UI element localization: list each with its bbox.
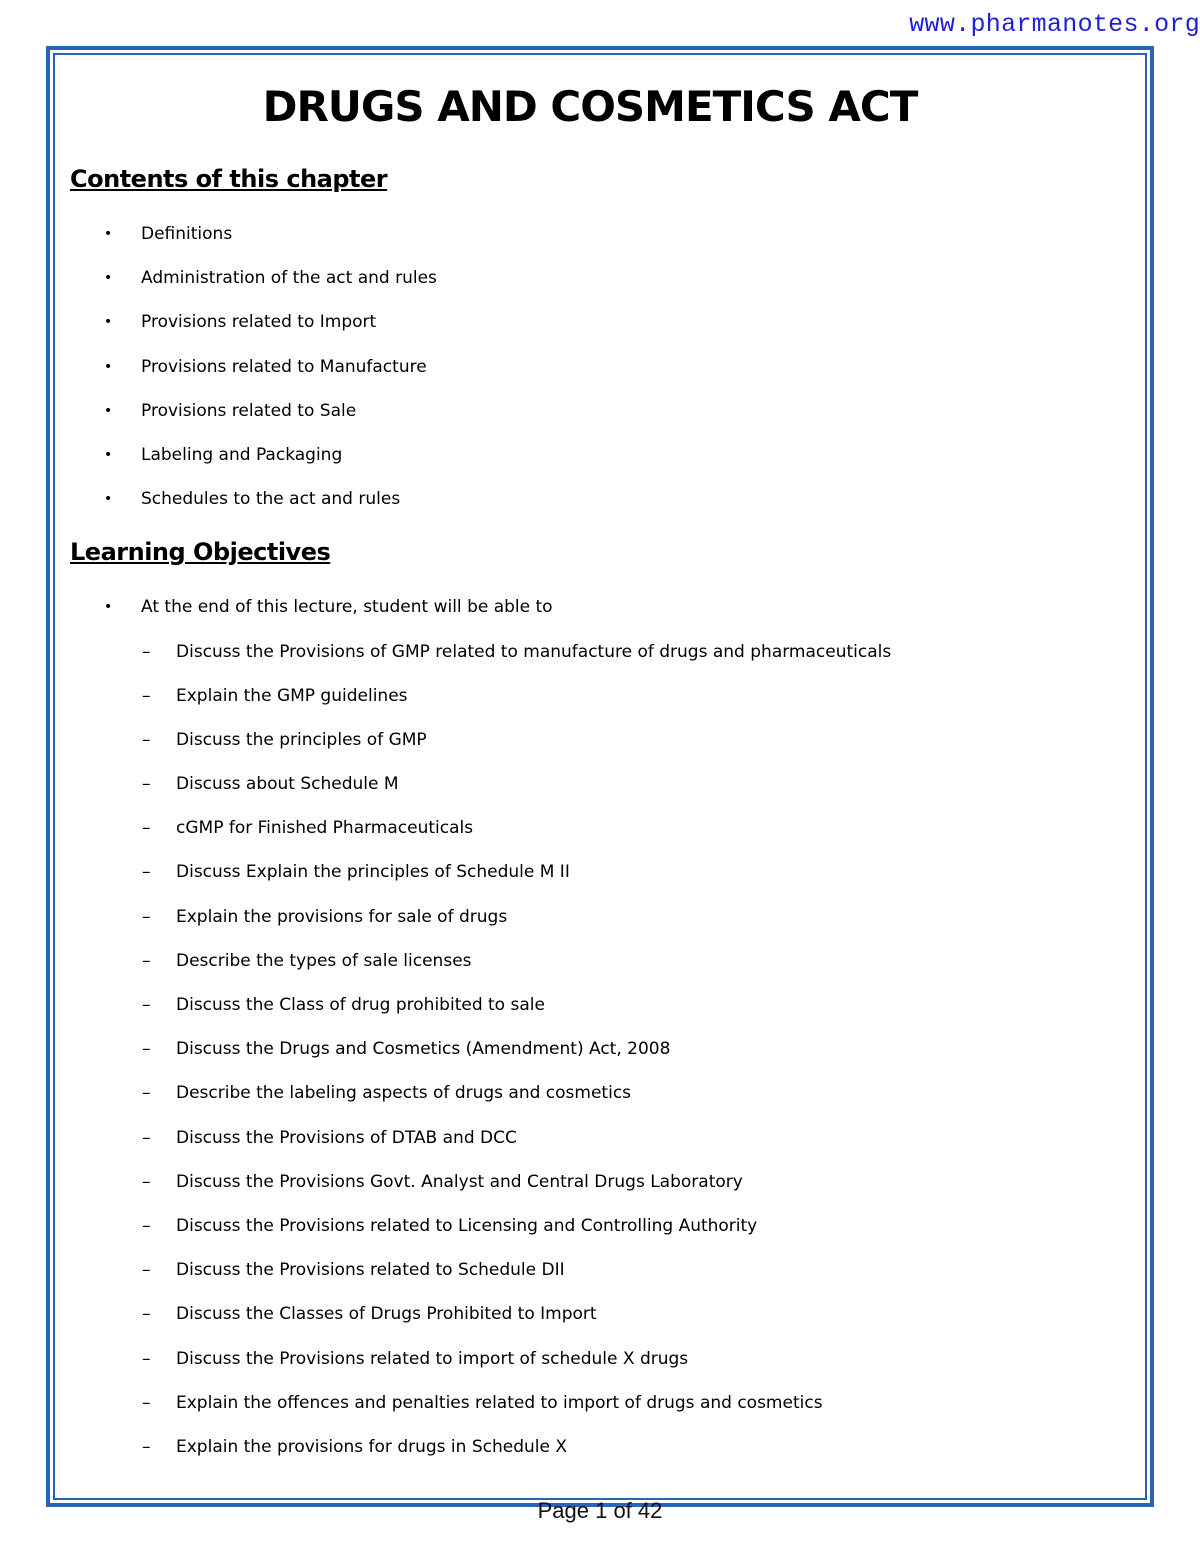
- sub-list-item-text: Discuss the principles of GMP: [176, 729, 427, 750]
- dash-icon: –: [142, 1171, 151, 1192]
- dash-icon: –: [142, 1304, 151, 1325]
- list-item: [70, 389, 1130, 433]
- contents-list: [70, 212, 1130, 521]
- list-item-text: Provisions related to Sale: [141, 400, 357, 421]
- sub-list-item: [70, 1292, 1130, 1336]
- dash-icon: –: [142, 774, 151, 795]
- sub-list-item: [70, 1204, 1130, 1248]
- bullet-icon: •: [104, 358, 113, 375]
- sub-list-item: [70, 762, 1130, 806]
- dash-icon: –: [142, 729, 151, 750]
- sub-list-item-text: Explain the GMP guidelines: [176, 685, 408, 706]
- dash-icon: –: [142, 995, 151, 1015]
- sub-list-item: [70, 1116, 1130, 1160]
- list-item-text: Provisions related to Import: [141, 312, 377, 333]
- sub-list-item: [70, 1160, 1130, 1204]
- dash-icon: –: [142, 1083, 151, 1104]
- sub-list-item: [70, 1248, 1130, 1292]
- sub-list-item: [70, 806, 1130, 850]
- sub-list-item-text: Discuss the Provisions of DTAB and DCC: [176, 1127, 517, 1148]
- sub-list-item-text: Explain the provisions for drugs in Schedule X: [176, 1436, 567, 1457]
- list-item-text: Definitions: [141, 224, 233, 244]
- sub-list-item: [70, 895, 1130, 939]
- list-item: [70, 433, 1130, 477]
- sub-list-item-text: Explain the offences and penalties related to import of drugs and cosmetics: [176, 1392, 823, 1413]
- document-title: DRUGS AND COSMETICS ACT: [262, 82, 918, 131]
- dash-icon: –: [142, 1392, 151, 1413]
- sub-list-item-text: Discuss the Provisions of GMP related to manufacture of drugs and pharmaceuticals: [176, 641, 892, 662]
- sub-list-item-text: Discuss the Provisions related to import of schedule X drugs: [176, 1348, 689, 1369]
- list-item: [70, 345, 1130, 389]
- sub-list-item-text: Describe the labeling aspects of drugs and cosmetics: [176, 1083, 632, 1104]
- dash-icon: –: [142, 1260, 151, 1281]
- objectives-intro: [70, 585, 1130, 629]
- dash-icon: –: [142, 1436, 151, 1457]
- list-item-text: At the end of this lecture, student will be able to: [141, 597, 553, 618]
- sub-list-item: [70, 630, 1130, 674]
- dash-icon: –: [142, 685, 151, 706]
- sub-list-item: [70, 718, 1130, 762]
- sub-list-item: [70, 674, 1130, 718]
- bullet-icon: •: [104, 446, 113, 463]
- page-number: Page 1 of 42: [537, 1498, 663, 1523]
- sub-list-item: [70, 1337, 1130, 1381]
- sub-list-item-text: Discuss the Provisions related to Licensing and Controlling Authority: [176, 1215, 758, 1236]
- dash-icon: –: [142, 906, 151, 927]
- sub-list-item-text: Discuss the Provisions Govt. Analyst and Central Drugs Laboratory: [176, 1171, 743, 1192]
- sub-list-item-text: Explain the provisions for sale of drugs: [176, 906, 508, 927]
- list-item-text: Labeling and Packaging: [141, 444, 343, 465]
- watermark-link[interactable]: www.pharmanotes.org: [909, 10, 1200, 39]
- dash-icon: –: [142, 818, 151, 839]
- bullet-icon: •: [104, 599, 113, 616]
- bullet-icon: •: [104, 226, 113, 242]
- list-item: [70, 477, 1130, 521]
- objectives-heading: Learning Objectives: [70, 538, 331, 567]
- list-item: [70, 300, 1130, 344]
- bullet-icon: •: [104, 314, 113, 331]
- objectives-sublist: [70, 630, 1130, 1470]
- dash-icon: –: [142, 1127, 151, 1148]
- sub-list-item: [70, 1071, 1130, 1115]
- dash-icon: –: [142, 950, 151, 971]
- sub-list-item-text: Discuss about Schedule M: [176, 774, 399, 795]
- page-content: [70, 78, 1130, 1469]
- sub-list-item-text: Describe the types of sale licenses: [176, 950, 472, 971]
- sub-list-item-text: Discuss the Drugs and Cosmetics (Amendment) Act, 2008: [176, 1039, 671, 1060]
- sub-list-item-text: Discuss the Class of drug prohibited to sale: [176, 995, 545, 1015]
- dash-icon: –: [142, 862, 151, 883]
- list-item-text: Administration of the act and rules: [141, 268, 437, 289]
- dash-icon: –: [142, 1348, 151, 1369]
- bullet-icon: •: [104, 491, 113, 508]
- list-item-text: Provisions related to Manufacture: [141, 356, 427, 377]
- sub-list-item-text: cGMP for Finished Pharmaceuticals: [176, 818, 474, 839]
- sub-list-item: [70, 1027, 1130, 1071]
- sub-list-item: [70, 850, 1130, 894]
- objectives-list: [70, 585, 1130, 629]
- list-item-text: Schedules to the act and rules: [141, 489, 401, 510]
- sub-list-item-text: Discuss the Classes of Drugs Prohibited to Import: [176, 1304, 597, 1325]
- sub-list-item: [70, 939, 1130, 983]
- sub-list-item: [70, 1381, 1130, 1425]
- dash-icon: –: [142, 641, 151, 662]
- sub-list-item-text: Discuss the Provisions related to Schedule DII: [176, 1260, 565, 1281]
- sub-list-item: [70, 1425, 1130, 1469]
- sub-list-item-text: Discuss Explain the principles of Schedule M II: [176, 862, 570, 883]
- dash-icon: –: [142, 1039, 151, 1060]
- bullet-icon: •: [104, 402, 113, 419]
- bullet-icon: •: [104, 270, 113, 287]
- contents-heading: Contents of this chapter: [70, 165, 388, 193]
- list-item: [70, 256, 1130, 300]
- dash-icon: –: [142, 1215, 151, 1236]
- list-item: [70, 212, 1130, 256]
- sub-list-item: [70, 983, 1130, 1027]
